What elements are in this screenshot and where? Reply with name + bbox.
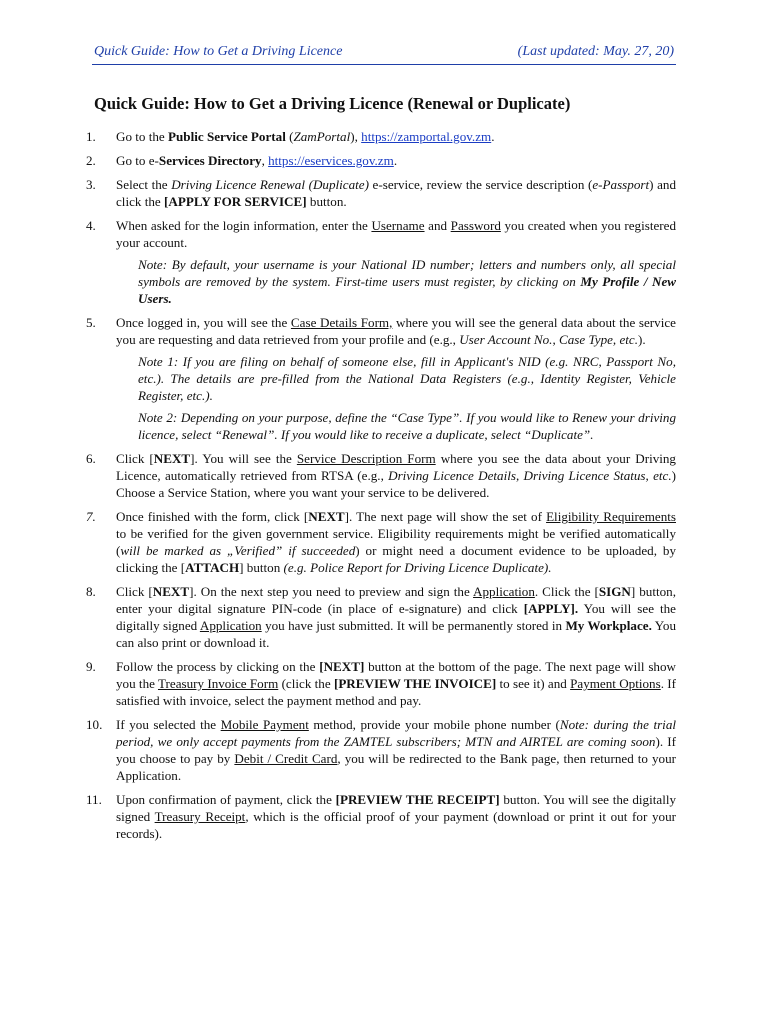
document-title: Quick Guide: How to Get a Driving Licence (Renewal or Duplicate) bbox=[94, 94, 571, 113]
step-number: 6. bbox=[86, 451, 96, 466]
note-1: Note 1: If you are filing on behalf of someone else, fill in Applicant's NID (e.g. NRC, Passport No, etc.). The details are pre-filled from the National Data Registers (e.g., Identity Register, Vehicle Register, etc.). bbox=[138, 354, 676, 403]
step-5: 5. Once logged in, you will see the Case Details Form, where you will see the general data about the service you are requesting and data retrieved from your profile and (e.g., User Account No., Case Type, etc.). Note 1: If you are filing on behalf of someone else, fill in Applicant's NID (e.g. NRC, Passport No, etc.). The details are pre-filled from the National Data Registers (e.g., Identity Register, Vehicle Register, etc.). Note 2: Depending on your purpose, define the “Case Type”. If you would like to Renew your driving licence, select “Renewal”. If you would like to receive a duplicate, select “Duplicate”. bbox=[86, 315, 676, 442]
eservices-link[interactable]: https://eservices.gov.zm bbox=[268, 153, 394, 168]
step-1: 1. Go to the Public Service Portal (ZamPortal), https://zamportal.gov.zm. bbox=[86, 129, 495, 144]
zamportal-link[interactable]: https://zamportal.gov.zm bbox=[361, 129, 492, 144]
step-number: 8. bbox=[86, 584, 96, 599]
header-title: Quick Guide: How to Get a Driving Licence bbox=[94, 44, 343, 59]
step-number: 1. bbox=[86, 129, 96, 144]
step-number: 7. bbox=[86, 509, 96, 524]
step-number: 10. bbox=[86, 717, 103, 732]
step-7: 7. Once finished with the form, click [NEXT]. The next page will show the set of Eligibility Requirements to be verified for the given government service. Eligibility requirements might be verified automatically (will be marked as „Verified” if succeeded) or might need a document evidence to be uploaded, by clicking the [ATTACH] button (e.g. Police Report for Driving Licence Duplicate). bbox=[86, 509, 676, 575]
step-11: 11. Upon confirmation of payment, click the [PREVIEW THE RECEIPT] button. You will see the digitally signed Treasury Receipt, which is the official proof of your payment (download or print it out for your records). bbox=[86, 792, 677, 841]
step-number: 5. bbox=[86, 315, 96, 330]
note-2: Note 2: Depending on your purpose, define the “Case Type”. If you would like to Renew your driving licence, select “Renewal”. If you would like to receive a duplicate, select “Duplicate”. bbox=[138, 410, 676, 442]
step-number: 9. bbox=[86, 659, 96, 674]
step-9: 9. Follow the process by clicking on the [NEXT] button at the bottom of the page. The next page will show you the Treasury Invoice Form (click the [PREVIEW THE INVOICE] to see it) and Payment Options. If satisfied with invoice, select the payment method and pay. bbox=[86, 659, 676, 708]
running-header bbox=[92, 44, 676, 64]
step-number: 3. bbox=[86, 177, 96, 192]
step-4: 4. When asked for the login information, enter the Username and Password you created when you registered your account. Note: By default, your username is your National ID number; letters and numbers only, all special symbols are removed by the system. First-time users must register, by clicking on My Profile / New Users. bbox=[86, 218, 677, 306]
public-service-portal: Public Service Portal bbox=[168, 129, 286, 144]
step-8: 8. Click [NEXT]. On the next step you need to preview and sign the Application. Click the [SIGN] button, enter your digital signature PIN-code (in place of e-signature) and click [APPLY]. You will see the digitally signed Application you have just submitted. It will be permanently stored in My Workplace. You can also print or download it. bbox=[86, 584, 677, 650]
step-number: 4. bbox=[86, 218, 96, 233]
apply-for-service-label: [APPLY FOR SERVICE] bbox=[164, 194, 307, 209]
step-number: 11. bbox=[86, 792, 102, 807]
step-number: 2. bbox=[86, 153, 96, 168]
header-date: (Last updated: May. 27, 20) bbox=[517, 44, 674, 59]
step-10: 10. If you selected the Mobile Payment method, provide your mobile phone number (Note: during the trial period, we only accept payments from the ZAMTEL subscribers; MTN and AIRTEL are coming soon). If you choose to pay by Debit / Credit Card, you will be redirected to the Bank page, then returned to your Application. bbox=[86, 717, 677, 783]
header-rule bbox=[92, 64, 676, 65]
step-3: 3. Select the Driving Licence Renewal (Duplicate) e-service, review the service description (e-Passport) and click the [APPLY FOR SERVICE] button. bbox=[86, 177, 676, 209]
step-2: 2. Go to e-Services Directory, https://eservices.gov.zm. bbox=[86, 153, 398, 168]
login-note: Note: By default, your username is your National ID number; letters and numbers only, all special symbols are removed by the system. First-time users must register, by clicking on My Profile / New Users. bbox=[138, 257, 676, 306]
steps-list bbox=[86, 128, 676, 842]
step-6: 6. Click [NEXT]. You will see the Service Description Form where you see the data about your Driving Licence, automatically retrieved from RTSA (e.g., Driving Licence Details, Driving Licence Status, etc.) Choose a Service Station, where you want your service to be delivered. bbox=[86, 451, 676, 500]
